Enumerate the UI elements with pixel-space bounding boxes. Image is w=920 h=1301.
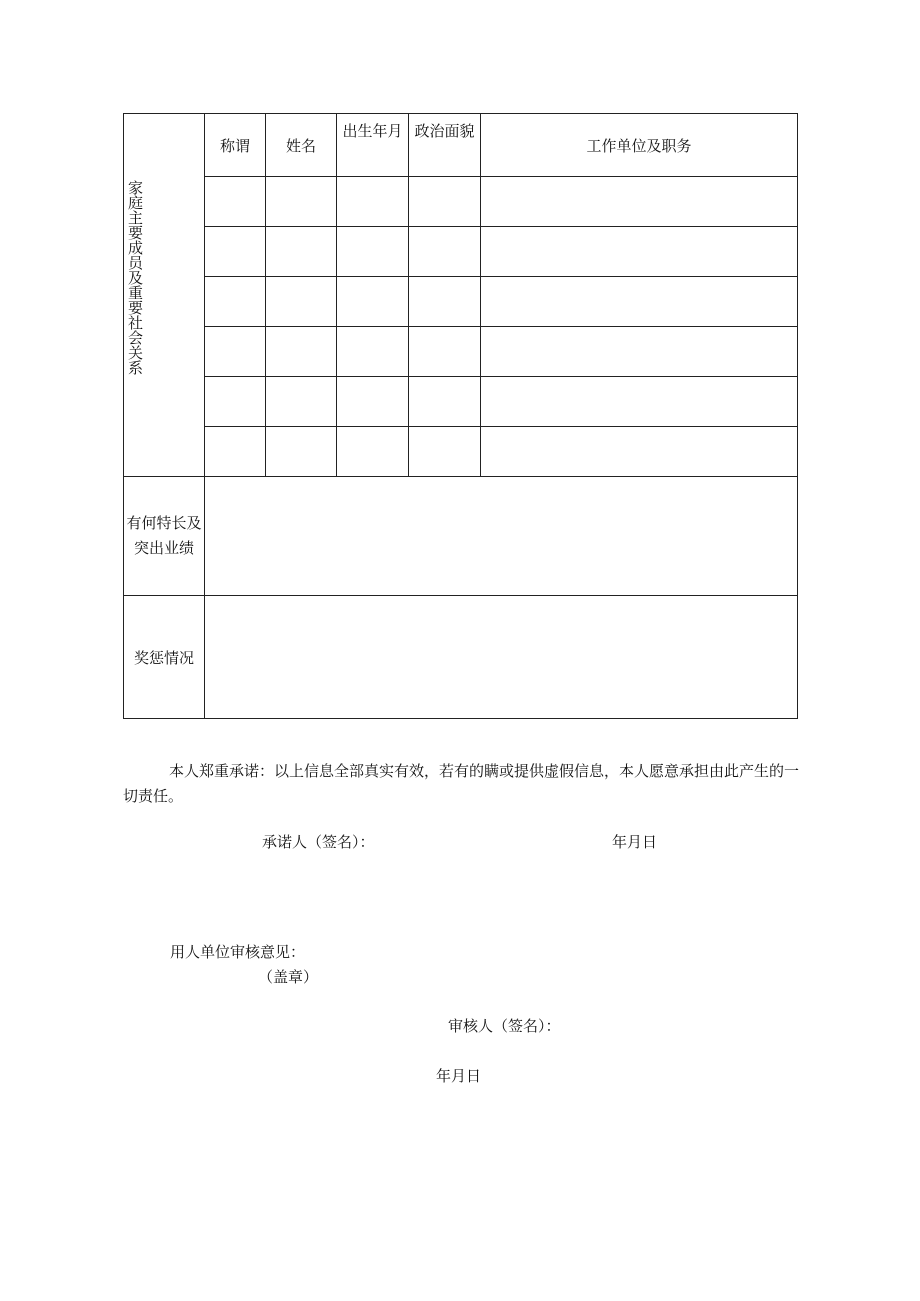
review-opinion-label: 用人单位审核意见： xyxy=(170,943,306,961)
header-work-cell xyxy=(481,114,798,177)
rewards-label: 奖惩情况 xyxy=(133,648,194,667)
pledge-statement: 本人郑重承诺：以上信息全部真实有效，若有的瞒或提供虚假信息，本人愿意承担由此产生的一切责任。 xyxy=(123,762,800,805)
family-members-label: 家庭主要成员及重要社会关系 xyxy=(126,180,144,375)
table-row xyxy=(124,277,798,327)
cell-title-input[interactable] xyxy=(205,277,266,327)
header-title-cell xyxy=(205,114,266,177)
cell-name-input[interactable] xyxy=(266,277,337,327)
special-skills-label-cell xyxy=(124,477,205,596)
seal-label: （盖章） xyxy=(258,968,319,986)
cell-political-input[interactable] xyxy=(409,427,481,477)
table-row xyxy=(124,427,798,477)
cell-work-input[interactable] xyxy=(481,227,798,277)
special-skills-input[interactable] xyxy=(205,477,798,596)
header-birth-cell xyxy=(337,114,409,177)
cell-title-input[interactable] xyxy=(205,427,266,477)
cell-birth-input[interactable] xyxy=(337,377,409,427)
cell-work-input[interactable] xyxy=(481,177,798,227)
table-row xyxy=(124,227,798,277)
cell-name-input[interactable] xyxy=(266,327,337,377)
cell-birth-input[interactable] xyxy=(337,277,409,327)
cell-work-input[interactable] xyxy=(481,427,798,477)
reviewer-label: 审核人（签名）： xyxy=(448,1017,561,1035)
cell-name-input[interactable] xyxy=(266,427,337,477)
cell-birth-input[interactable] xyxy=(337,227,409,277)
cell-title-input[interactable] xyxy=(205,377,266,427)
table-row xyxy=(124,327,798,377)
cell-work-input[interactable] xyxy=(481,277,798,327)
cell-title-input[interactable] xyxy=(205,177,266,227)
header-political: 政治面貌 xyxy=(414,122,475,140)
header-title: 称谓 xyxy=(219,136,250,155)
pledge-date-label: 年月日 xyxy=(612,833,658,851)
cell-name-input[interactable] xyxy=(266,227,337,277)
cell-work-input[interactable] xyxy=(481,327,798,377)
cell-title-input[interactable] xyxy=(205,327,266,377)
cell-political-input[interactable] xyxy=(409,277,481,327)
family-members-label-cell xyxy=(124,114,205,477)
header-work: 工作单位及职务 xyxy=(586,136,692,155)
table-row xyxy=(124,177,798,227)
review-date-label: 年月日 xyxy=(436,1067,482,1085)
cell-political-input[interactable] xyxy=(409,177,481,227)
header-birth: 出生年月 xyxy=(342,122,403,140)
cell-political-input[interactable] xyxy=(409,227,481,277)
cell-title-input[interactable] xyxy=(205,227,266,277)
family-relations-table xyxy=(123,113,798,719)
rewards-label-cell xyxy=(124,596,205,719)
signer-label: 承诺人（签名）： xyxy=(262,833,375,851)
cell-birth-input[interactable] xyxy=(337,177,409,227)
cell-name-input[interactable] xyxy=(266,377,337,427)
rewards-input[interactable] xyxy=(205,596,798,719)
cell-political-input[interactable] xyxy=(409,377,481,427)
cell-work-input[interactable] xyxy=(481,377,798,427)
header-name-cell xyxy=(266,114,337,177)
cell-name-input[interactable] xyxy=(266,177,337,227)
header-political-cell xyxy=(409,114,481,177)
cell-birth-input[interactable] xyxy=(337,327,409,377)
header-name: 姓名 xyxy=(285,136,316,155)
special-skills-label: 有何特长及突出业绩 xyxy=(126,514,202,557)
cell-political-input[interactable] xyxy=(409,327,481,377)
cell-birth-input[interactable] xyxy=(337,427,409,477)
table-row xyxy=(124,377,798,427)
